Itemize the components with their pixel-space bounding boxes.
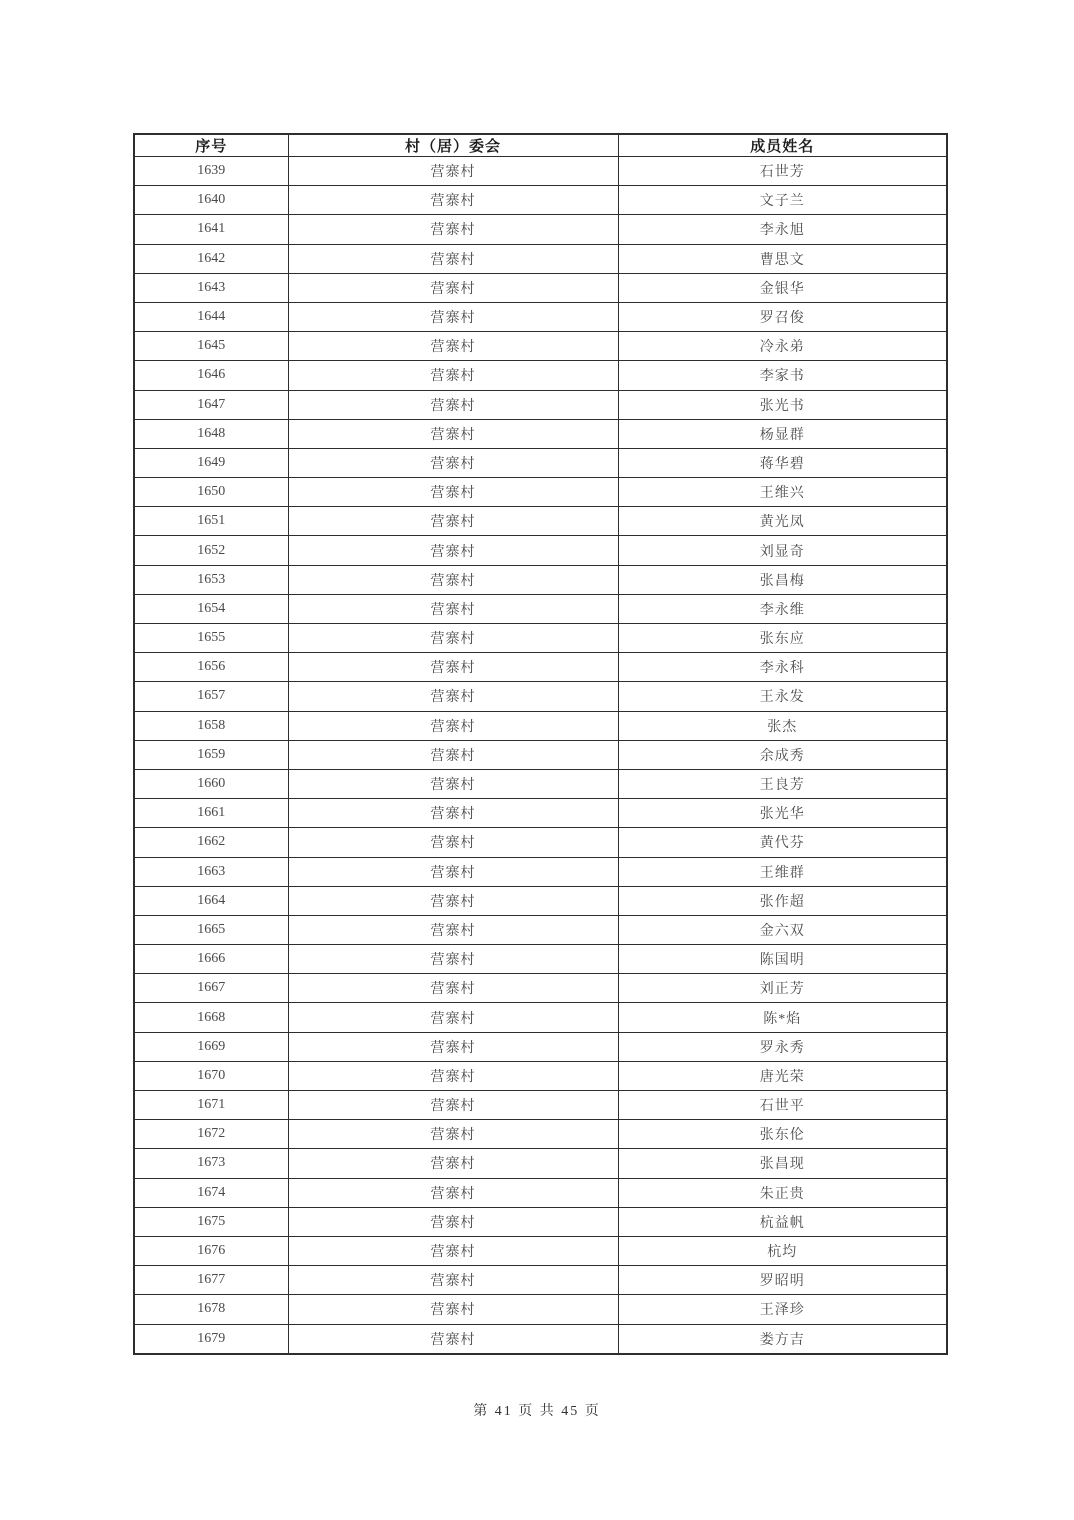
table-row (134, 186, 947, 215)
member-name-cell: 张光书 (618, 390, 947, 419)
committee-cell: 营寨村 (288, 974, 618, 1003)
member-name-cell: 王永发 (618, 682, 947, 711)
column-header-serial: 序号 (134, 134, 288, 157)
committee-cell: 营寨村 (288, 536, 618, 565)
serial-cell: 1654 (134, 594, 288, 623)
committee-cell: 营寨村 (288, 507, 618, 536)
committee-cell: 营寨村 (288, 1091, 618, 1120)
committee-cell: 营寨村 (288, 769, 618, 798)
committee-cell: 营寨村 (288, 1207, 618, 1236)
table-row (134, 1149, 947, 1178)
table-row (134, 624, 947, 653)
member-name-cell: 李永科 (618, 653, 947, 682)
committee-cell: 营寨村 (288, 1120, 618, 1149)
serial-cell: 1660 (134, 769, 288, 798)
serial-cell: 1664 (134, 886, 288, 915)
serial-cell: 1647 (134, 390, 288, 419)
serial-cell: 1663 (134, 857, 288, 886)
committee-cell: 营寨村 (288, 215, 618, 244)
table-header-row (134, 134, 947, 157)
serial-cell: 1644 (134, 302, 288, 331)
serial-cell: 1656 (134, 653, 288, 682)
committee-cell: 营寨村 (288, 1003, 618, 1032)
serial-cell: 1661 (134, 799, 288, 828)
table-row (134, 361, 947, 390)
table-row (134, 594, 947, 623)
committee-cell: 营寨村 (288, 448, 618, 477)
committee-cell: 营寨村 (288, 244, 618, 273)
member-name-cell: 黄光凤 (618, 507, 947, 536)
serial-cell: 1649 (134, 448, 288, 477)
table-row (134, 390, 947, 419)
serial-cell: 1640 (134, 186, 288, 215)
serial-cell: 1653 (134, 565, 288, 594)
table-row (134, 478, 947, 507)
committee-cell: 营寨村 (288, 419, 618, 448)
serial-cell: 1679 (134, 1324, 288, 1354)
serial-cell: 1669 (134, 1032, 288, 1061)
table-row (134, 536, 947, 565)
committee-cell: 营寨村 (288, 1149, 618, 1178)
member-name-cell: 李家书 (618, 361, 947, 390)
serial-cell: 1646 (134, 361, 288, 390)
committee-cell: 营寨村 (288, 682, 618, 711)
serial-cell: 1667 (134, 974, 288, 1003)
member-name-cell: 罗永秀 (618, 1032, 947, 1061)
serial-cell: 1645 (134, 332, 288, 361)
table-row (134, 740, 947, 769)
member-name-cell: 杭益帆 (618, 1207, 947, 1236)
table-row (134, 302, 947, 331)
table-row (134, 945, 947, 974)
serial-cell: 1659 (134, 740, 288, 769)
table-row (134, 1120, 947, 1149)
serial-cell: 1671 (134, 1091, 288, 1120)
table-row (134, 1266, 947, 1295)
committee-cell: 营寨村 (288, 945, 618, 974)
member-name-cell: 杭均 (618, 1236, 947, 1265)
serial-cell: 1652 (134, 536, 288, 565)
member-name-cell: 唐光荣 (618, 1061, 947, 1090)
serial-cell: 1650 (134, 478, 288, 507)
member-name-cell: 张东应 (618, 624, 947, 653)
serial-cell: 1672 (134, 1120, 288, 1149)
serial-cell: 1643 (134, 273, 288, 302)
member-name-cell: 张昌现 (618, 1149, 947, 1178)
serial-cell: 1642 (134, 244, 288, 273)
table-row (134, 828, 947, 857)
serial-cell: 1678 (134, 1295, 288, 1324)
table-row (134, 448, 947, 477)
table-row (134, 157, 947, 186)
serial-cell: 1662 (134, 828, 288, 857)
column-header-committee: 村（居）委会 (288, 134, 618, 157)
serial-cell: 1657 (134, 682, 288, 711)
table-row (134, 215, 947, 244)
member-name-cell: 朱正贵 (618, 1178, 947, 1207)
serial-cell: 1648 (134, 419, 288, 448)
member-name-cell: 石世芳 (618, 157, 947, 186)
member-name-cell: 张光华 (618, 799, 947, 828)
table-row (134, 1003, 947, 1032)
serial-cell: 1674 (134, 1178, 288, 1207)
committee-cell: 营寨村 (288, 1032, 618, 1061)
committee-cell: 营寨村 (288, 1295, 618, 1324)
member-name-cell: 曹思文 (618, 244, 947, 273)
member-name-cell: 刘显奇 (618, 536, 947, 565)
member-name-cell: 石世平 (618, 1091, 947, 1120)
table-row (134, 857, 947, 886)
serial-cell: 1665 (134, 915, 288, 944)
member-name-cell: 文子兰 (618, 186, 947, 215)
member-name-cell: 冷永弟 (618, 332, 947, 361)
member-name-cell: 张东伦 (618, 1120, 947, 1149)
member-name-cell: 陈国明 (618, 945, 947, 974)
committee-cell: 营寨村 (288, 565, 618, 594)
table-row (134, 1236, 947, 1265)
member-name-cell: 蒋华碧 (618, 448, 947, 477)
member-name-cell: 李永旭 (618, 215, 947, 244)
member-name-cell: 王泽珍 (618, 1295, 947, 1324)
serial-cell: 1641 (134, 215, 288, 244)
member-name-cell: 罗召俊 (618, 302, 947, 331)
committee-cell: 营寨村 (288, 1178, 618, 1207)
serial-cell: 1666 (134, 945, 288, 974)
column-header-member-name: 成员姓名 (618, 134, 947, 157)
committee-cell: 营寨村 (288, 857, 618, 886)
member-name-cell: 黄代芬 (618, 828, 947, 857)
table-row (134, 769, 947, 798)
table-row (134, 653, 947, 682)
serial-cell: 1676 (134, 1236, 288, 1265)
table-row (134, 915, 947, 944)
page-number: 第 41 页 共 45 页 (473, 1404, 601, 1419)
table-row (134, 1178, 947, 1207)
committee-cell: 营寨村 (288, 1236, 618, 1265)
table-row (134, 799, 947, 828)
serial-cell: 1668 (134, 1003, 288, 1032)
serial-cell: 1670 (134, 1061, 288, 1090)
member-name-cell: 张昌梅 (618, 565, 947, 594)
committee-cell: 营寨村 (288, 157, 618, 186)
table-row (134, 886, 947, 915)
table-row (134, 974, 947, 1003)
serial-cell: 1655 (134, 624, 288, 653)
member-name-cell: 张作超 (618, 886, 947, 915)
committee-cell: 营寨村 (288, 711, 618, 740)
member-name-cell: 娄方吉 (618, 1324, 947, 1354)
table-row (134, 1061, 947, 1090)
committee-cell: 营寨村 (288, 915, 618, 944)
table-row (134, 682, 947, 711)
member-name-cell: 李永维 (618, 594, 947, 623)
serial-cell: 1658 (134, 711, 288, 740)
serial-cell: 1675 (134, 1207, 288, 1236)
committee-cell: 营寨村 (288, 302, 618, 331)
table-row (134, 1091, 947, 1120)
table-row (134, 419, 947, 448)
member-name-cell: 罗昭明 (618, 1266, 947, 1295)
committee-cell: 营寨村 (288, 1324, 618, 1354)
serial-cell: 1677 (134, 1266, 288, 1295)
member-name-cell: 王维兴 (618, 478, 947, 507)
table-row (134, 1032, 947, 1061)
committee-cell: 营寨村 (288, 273, 618, 302)
serial-cell: 1639 (134, 157, 288, 186)
table-row (134, 565, 947, 594)
committee-cell: 营寨村 (288, 653, 618, 682)
committee-cell: 营寨村 (288, 594, 618, 623)
table-row (134, 711, 947, 740)
committee-cell: 营寨村 (288, 1061, 618, 1090)
committee-cell: 营寨村 (288, 624, 618, 653)
table-row (134, 273, 947, 302)
member-name-cell: 王维群 (618, 857, 947, 886)
committee-cell: 营寨村 (288, 186, 618, 215)
member-name-cell: 余成秀 (618, 740, 947, 769)
table-row (134, 1324, 947, 1354)
member-name-cell: 张杰 (618, 711, 947, 740)
member-name-cell: 杨显群 (618, 419, 947, 448)
committee-cell: 营寨村 (288, 390, 618, 419)
serial-cell: 1673 (134, 1149, 288, 1178)
member-name-cell: 刘正芳 (618, 974, 947, 1003)
committee-cell: 营寨村 (288, 332, 618, 361)
member-name-cell: 王良芳 (618, 769, 947, 798)
table-row (134, 332, 947, 361)
table-row (134, 1295, 947, 1324)
member-name-cell: 金六双 (618, 915, 947, 944)
committee-cell: 营寨村 (288, 886, 618, 915)
table-row (134, 244, 947, 273)
serial-cell: 1651 (134, 507, 288, 536)
committee-cell: 营寨村 (288, 740, 618, 769)
member-name-cell: 金银华 (618, 273, 947, 302)
table-row (134, 1207, 947, 1236)
committee-cell: 营寨村 (288, 828, 618, 857)
committee-cell: 营寨村 (288, 799, 618, 828)
committee-cell: 营寨村 (288, 478, 618, 507)
roster-table (133, 133, 948, 1355)
committee-cell: 营寨村 (288, 1266, 618, 1295)
table-row (134, 507, 947, 536)
member-name-cell: 陈*焰 (618, 1003, 947, 1032)
committee-cell: 营寨村 (288, 361, 618, 390)
